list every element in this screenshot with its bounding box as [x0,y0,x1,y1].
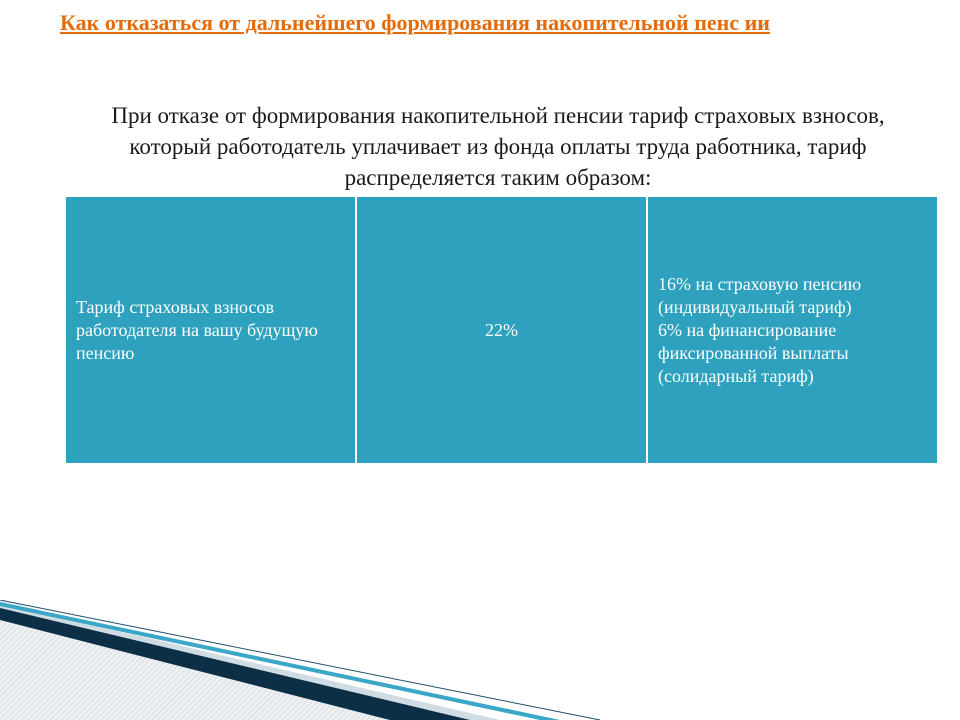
tariff-table [64,195,939,465]
detail-line-fixed: 6% на финансирование фиксированной выплаты [658,319,849,363]
tariff-value-cell: 22% [356,196,647,464]
detail-line-individual: (индивидуальный тариф) [658,296,852,317]
tariff-detail-cell [647,196,938,464]
intro-paragraph: При отказе от формирования накопительной пенсии тариф страховых взносов, который работодатель уплачивает из фонда оплаты труда работника, тариф распределяется таким образом: [111,103,885,190]
detail-line-solidary: (солидарный тариф) [658,365,814,386]
detail-line-insurance: 16% на страховую пенсию [658,273,862,294]
table-row [65,196,938,464]
corner-decoration [0,600,960,720]
slide-title: Как отказаться от дальнейшего формирования накопительной пенс ии [60,10,770,35]
tariff-label-cell: Тариф страховых взносов работодателя на вашу будущую пенсию [65,196,356,464]
